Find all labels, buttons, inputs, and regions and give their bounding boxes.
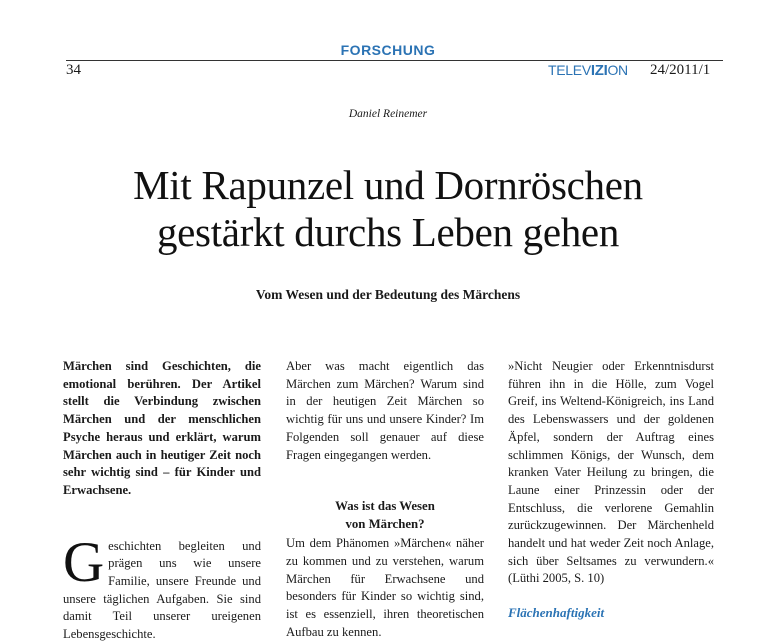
intro-paragraph: Aber was macht eigentlich das Märchen zum Märchen? Warum sind in der heutigen Zeit Märchen so wichtig für uns und unsere Kinder? Im Folgenden soll genauer auf diese Fragen eingegangen werden. bbox=[286, 359, 484, 462]
title-line-2: gestärkt durchs Leben gehen bbox=[156, 209, 620, 255]
author: Daniel Reinemer bbox=[348, 108, 428, 120]
page-number: 34 bbox=[66, 62, 81, 78]
column-3 bbox=[508, 358, 714, 622]
drop-cap: G bbox=[63, 530, 105, 594]
section-heading-line-2: von Märchen? bbox=[345, 516, 425, 531]
section-heading-flaechenhaftigkeit: Flächenhaftigkeit bbox=[508, 605, 605, 621]
lead-paragraph: Märchen sind Geschichten, die emotional berühren. Der Artikel stellt die Verbindung zwischen Märchen und der menschlichen Psyche heraus und erklärt, warum Märchen auch in heutiger Zeit noch sehr wichtig sind – für Kinder und Erwachsene. bbox=[63, 359, 261, 497]
logo-part-left: TELEV bbox=[548, 62, 591, 78]
column-1 bbox=[63, 358, 261, 644]
body-paragraph-2: Um dem Phänomen »Märchen« näher zu kommen und zu verstehen, warum Märchen für Erwachsene und besonders für Kinder so wichtig sind, ist es essenziell, ihren theoretischen Aufbau zu kennen. bbox=[286, 536, 484, 639]
televizion-logo bbox=[548, 62, 628, 79]
quote-paragraph: »Nicht Neugier oder Erkenntnisdurst führen ihn in die Hölle, zum Vogel Greif, ins Weltend-Königreich, ins Land des Lebenswassers und der goldenen Äpfel, sondern der Auftrag eines schlimmen Königs, der Wunsch, dem kranken Vater Heilung zu bringen, die Laune einer Prinzessin oder der Entschluss, die verlorene Gemahlin zurückzugewinnen. Der Märchenheld handelt und hat weder Zeit noch Anlage, sich über Seltsames zu verwundern.« (Lüthi 2005, S. 10) bbox=[508, 359, 714, 586]
body-paragraph-1 bbox=[63, 530, 261, 644]
column-2 bbox=[286, 358, 484, 641]
section-label: FORSCHUNG bbox=[340, 42, 436, 58]
section-heading-line-1: Was ist das Wesen bbox=[335, 499, 435, 514]
header-rule bbox=[66, 60, 723, 61]
title-line-1: Mit Rapunzel und Dornröschen bbox=[133, 162, 643, 208]
article-subtitle: Vom Wesen und der Bedeutung des Märchens bbox=[255, 287, 521, 302]
issue-number: 24/2011/1 bbox=[650, 62, 711, 78]
article-title bbox=[0, 162, 776, 256]
logo-part-bold: IZI bbox=[590, 62, 608, 79]
section-heading-wesen bbox=[286, 498, 484, 533]
logo-part-right: ON bbox=[607, 62, 628, 78]
body-paragraph-1-text: eschichten begleiten und prägen uns wie unsere Familie, unsere Freunde und unsere täglichen Aufgaben. Sie sind damit Teil unserer ureigenen Lebensgeschichte. bbox=[63, 538, 261, 642]
